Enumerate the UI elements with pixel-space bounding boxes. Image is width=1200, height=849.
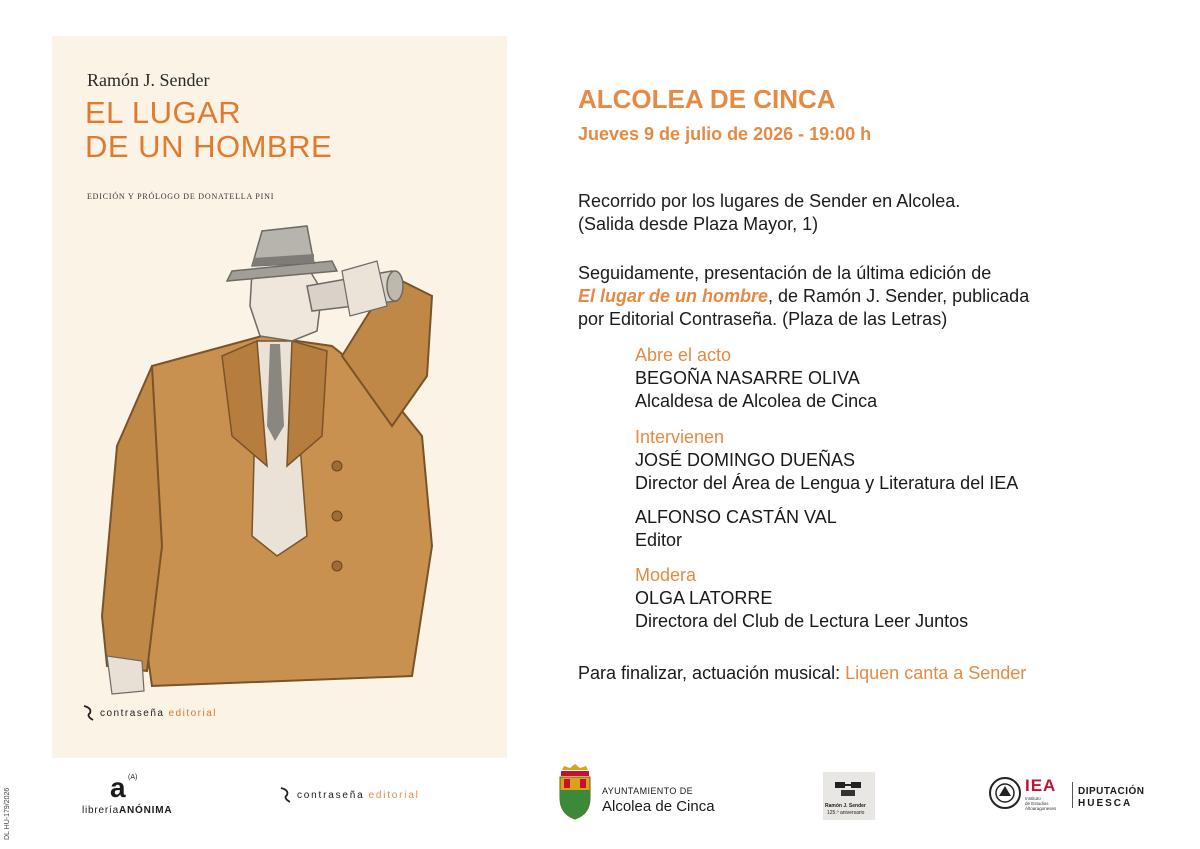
event-datetime: Jueves 9 de julio de 2026 - 19:00 h [578,124,872,144]
cover-author: Ramón J. Sender [87,70,210,90]
glasses-icon [823,772,875,800]
opening-section: Abre el acto BEGOÑA NASARRE OLIVA Alcaldesa de Alcolea de Cinca [635,345,878,411]
speakers-section: Intervienen JOSÉ DOMINGO DUEÑAS Director del Área de Lengua y Literatura del IEA ALFONSO CASTÁN VAL Editor [635,427,1019,550]
libreria-anonima-logo: a (A) libreríaANÓNIMA [82,772,173,816]
moderator-section: Modera OLGA LATORRE Directora del Club de Lectura Leer Juntos [635,565,969,631]
sender-125-anniversary-logo: Ramón J. Sender 125.º aniversario [823,772,875,820]
cover-title: EL LUGAR DE UN HOMBRE [85,95,333,164]
ayuntamiento-logo: AYUNTAMIENTO DE Alcolea de Cinca [556,764,726,824]
musical-act: Liquen canta a Sender [845,663,1027,683]
coat-of-arms-icon [556,764,594,820]
man-with-spyglass-illustration [92,216,472,696]
cover-edition-note: EDICIÓN Y PRÓLOGO DE DONATELLA PINI [87,192,275,201]
seal-icon [988,776,1022,810]
bird-icon [82,704,96,722]
presentation-paragraph: Seguidamente, presentación de la última edición de El lugar de un hombre, de Ramón J. Sender, publicada por Editorial Contraseña. (Plaza de las Letras) [578,263,1030,329]
bird-icon [279,786,293,804]
iea-diputacion-logo: IEA Instituto de Estudios Altoaragoneses DIPUTACIÓN HUESCA [988,776,1138,816]
legal-deposit: DL HU-179/2026 [4,787,11,840]
book-title: El lugar de un hombre [578,286,769,306]
contrasena-editorial-logo: contraseña editorial [279,786,420,804]
finale-paragraph: Para finalizar, actuación musical: Liquen canta a Sender [578,663,1027,683]
event-place: ALCOLEA DE CINCA [578,84,836,114]
cover-publisher-logo: contraseña editorial [82,704,217,722]
book-cover [52,36,507,758]
tour-paragraph: Recorrido por los lugares de Sender en Alcolea. (Salida desde Plaza Mayor, 1) [578,191,961,234]
